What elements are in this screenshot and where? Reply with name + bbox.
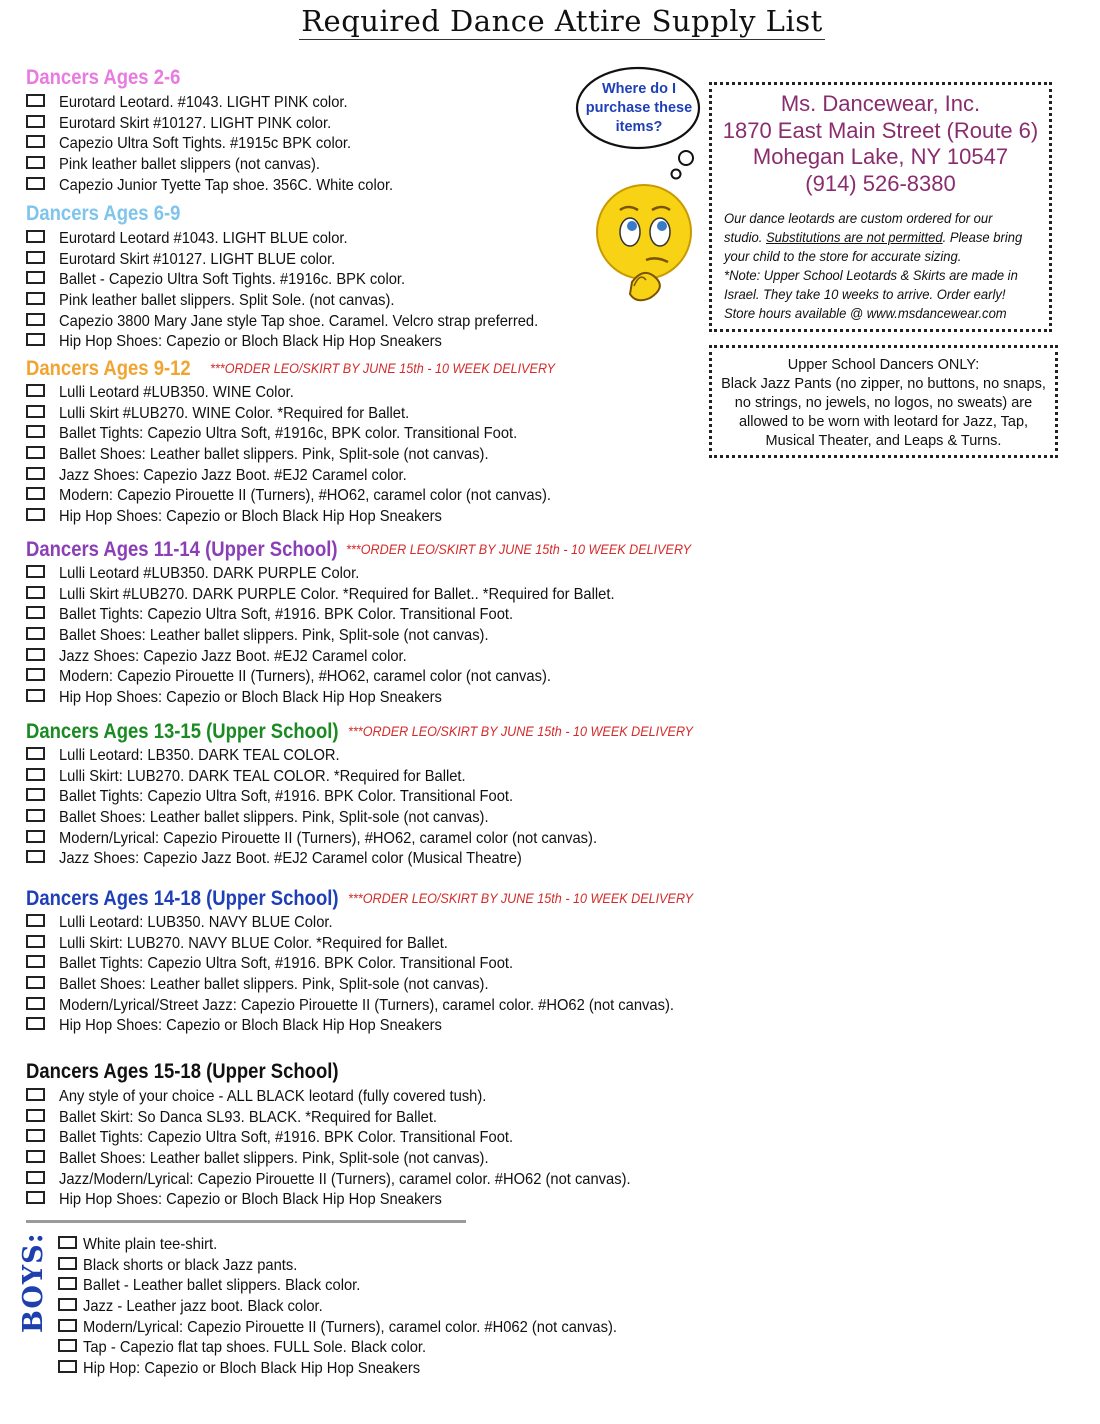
item-text: Pink leather ballet slippers (not canvas). bbox=[59, 156, 321, 174]
checkbox[interactable] bbox=[26, 689, 45, 702]
boys-label: BOYS: bbox=[18, 1232, 49, 1333]
checkbox[interactable] bbox=[26, 565, 45, 578]
substitution-warning: Substitutions are not permitted bbox=[765, 229, 943, 245]
checklist-item bbox=[26, 564, 730, 585]
checkbox[interactable] bbox=[26, 115, 45, 128]
checklist-item bbox=[26, 291, 580, 312]
checklist bbox=[26, 746, 731, 870]
item-text: Lulli Leotard: LB350. DARK TEAL COLOR. bbox=[59, 747, 340, 764]
checkbox[interactable] bbox=[26, 768, 45, 781]
item-text: Modern: Capezio Pirouette II (Turners), #HO62, caramel color (not canvas). bbox=[59, 668, 551, 686]
order-deadline-note: ***ORDER LEO/SKIRT BY JUNE 15th - 10 WEEK DELIVERY bbox=[346, 541, 692, 557]
checklist-item bbox=[26, 155, 422, 176]
checkbox[interactable] bbox=[26, 747, 45, 760]
item-text: Eurotard Leotard. #1043. LIGHT PINK color. bbox=[59, 94, 348, 111]
checklist-item bbox=[26, 626, 730, 647]
section-title: Dancers Ages 6-9 bbox=[26, 202, 181, 225]
item-text: Jazz - Leather jazz boot. Black color. bbox=[83, 1298, 323, 1316]
item-text: Black shorts or black Jazz pants. bbox=[83, 1256, 298, 1274]
section-ages-6-9 bbox=[26, 199, 580, 353]
checklist-item bbox=[26, 767, 731, 788]
checklist-item bbox=[26, 934, 731, 955]
item-text: Ballet Shoes: Leather ballet slippers. Pink, Split-sole (not canvas). bbox=[59, 809, 489, 827]
checklist bbox=[26, 229, 580, 353]
checklist bbox=[26, 913, 731, 1037]
checkbox[interactable] bbox=[26, 156, 45, 169]
checklist bbox=[26, 1087, 680, 1211]
checkbox[interactable] bbox=[26, 251, 45, 264]
checkbox[interactable] bbox=[26, 1191, 45, 1204]
checkbox[interactable] bbox=[26, 333, 45, 346]
item-text: Hip Hop: Capezio or Bloch Black Hip Hop Sneakers bbox=[83, 1360, 421, 1378]
checklist-item bbox=[26, 913, 731, 934]
checkbox[interactable] bbox=[26, 177, 45, 190]
order-deadline-note: ***ORDER LEO/SKIRT BY JUNE 15th - 10 WEEK DELIVERY bbox=[347, 723, 693, 739]
checklist-item bbox=[26, 445, 594, 466]
checklist-item bbox=[26, 787, 731, 808]
section-title: Dancers Ages 15-18 (Upper School) bbox=[26, 1060, 339, 1083]
checklist-item bbox=[26, 808, 731, 829]
checkbox[interactable] bbox=[26, 467, 45, 480]
checklist-item bbox=[26, 746, 731, 767]
checklist-item bbox=[26, 383, 594, 404]
checklist-item bbox=[58, 1256, 663, 1277]
checklist-item bbox=[26, 312, 580, 333]
item-text: Lulli Skirt: LUB270. DARK TEAL COLOR. *Required for Ballet. bbox=[59, 767, 466, 785]
checklist-item bbox=[26, 1087, 680, 1108]
checklist-item bbox=[26, 270, 580, 291]
item-text: Lulli Skirt #LUB270. DARK PURPLE Color. *Required for Ballet.. *Required for Ballet. bbox=[59, 585, 615, 603]
store-name: Ms. Dancewear, Inc. bbox=[780, 91, 981, 116]
checklist-item bbox=[26, 1128, 680, 1149]
checklist-item bbox=[58, 1297, 663, 1318]
item-text: Jazz Shoes: Capezio Jazz Boot. #EJ2 Caramel color. bbox=[59, 466, 407, 484]
item-text: Jazz/Modern/Lyrical: Capezio Pirouette II (Turners), caramel color. #HO62 (not canvas). bbox=[59, 1170, 631, 1188]
checklist-item bbox=[58, 1359, 663, 1380]
checklist-item bbox=[26, 1190, 680, 1211]
checklist-item bbox=[26, 1149, 680, 1170]
purchase-question-graphic bbox=[572, 60, 710, 330]
section-title: Dancers Ages 13-15 (Upper School) bbox=[26, 720, 339, 743]
checkbox[interactable] bbox=[58, 1257, 77, 1270]
checkbox[interactable] bbox=[26, 627, 45, 640]
item-text: Ballet Shoes: Leather ballet slippers. Pink, Split-sole (not canvas). bbox=[59, 627, 489, 645]
store-note: Our dance leotards are custom ordered for our studio. Substitutions are not permitted. Please bring your child to the store for accurate sizing. *Note: Upper School Leotards & Skirts are made in Israel. They take 10 weeks to arrive. Order early! Store hours available @ www.msdancewear.com bbox=[724, 209, 1049, 323]
checklist-item bbox=[26, 605, 730, 626]
store-info-box bbox=[709, 82, 1052, 332]
item-text: Hip Hop Shoes: Capezio or Bloch Black Hip Hop Sneakers bbox=[59, 689, 442, 707]
checkbox[interactable] bbox=[26, 997, 45, 1010]
checkbox[interactable] bbox=[26, 1150, 45, 1163]
checklist-item bbox=[26, 507, 594, 528]
item-text: Hip Hop Shoes: Capezio or Bloch Black Hip Hop Sneakers bbox=[59, 1191, 442, 1209]
item-text: Eurotard Leotard #1043. LIGHT BLUE color. bbox=[59, 230, 348, 247]
item-text: Ballet - Capezio Ultra Soft Tights. #1916c. BPK color. bbox=[59, 271, 406, 289]
store-address: 1870 East Main Street (Route 6) bbox=[722, 117, 1039, 143]
checklist-item bbox=[26, 1108, 680, 1129]
item-text: Hip Hop Shoes: Capezio or Bloch Black Hip Hop Sneakers bbox=[59, 508, 442, 526]
checkbox[interactable] bbox=[26, 788, 45, 801]
upper-school-note-box: Upper School Dancers ONLY: Black Jazz Pants (no zipper, no buttons, no snaps, no strings, no jewels, no logos, no sweats) are allowed to be worn with leotard for Jazz, Tap, Musical Theater, and Leaps & Turns. bbox=[709, 345, 1058, 458]
checkbox[interactable] bbox=[26, 425, 45, 438]
checklist-item bbox=[26, 486, 594, 507]
item-text: Modern/Lyrical/Street Jazz: Capezio Pirouette II (Turners), caramel color. #HO62 (not canvas). bbox=[59, 996, 674, 1014]
item-text: Any style of your choice - ALL BLACK leotard (fully covered tush). bbox=[59, 1088, 487, 1105]
section-ages-11-14 bbox=[26, 534, 730, 709]
checkbox[interactable] bbox=[26, 508, 45, 521]
checkbox[interactable] bbox=[26, 830, 45, 843]
checklist-item bbox=[58, 1276, 663, 1297]
item-text: Modern/Lyrical: Capezio Pirouette II (Turners), caramel color. #H062 (not canvas). bbox=[83, 1318, 617, 1336]
section-ages-9-12 bbox=[26, 353, 594, 528]
item-text: Ballet Tights: Capezio Ultra Soft, #1916. BPK Color. Transitional Foot. bbox=[59, 606, 514, 624]
item-text: Tap - Capezio flat tap shoes. FULL Sole. Black color. bbox=[83, 1339, 427, 1357]
item-text: Lulli Leotard #LUB350. DARK PURPLE Color. bbox=[59, 565, 360, 582]
checkbox[interactable] bbox=[58, 1319, 77, 1332]
checkbox[interactable] bbox=[58, 1236, 77, 1249]
checkbox[interactable] bbox=[26, 606, 45, 619]
item-text: Capezio 3800 Mary Jane style Tap shoe. Caramel. Velcro strap preferred. bbox=[59, 312, 539, 330]
checklist-item bbox=[26, 1016, 731, 1037]
boys-checklist bbox=[58, 1235, 663, 1380]
checklist-item bbox=[26, 647, 730, 668]
item-text: Lulli Leotard #LUB350. WINE Color. bbox=[59, 384, 294, 401]
checkbox[interactable] bbox=[26, 1129, 45, 1142]
section-ages-15-18 bbox=[26, 1057, 680, 1211]
checkbox[interactable] bbox=[26, 668, 45, 681]
checkbox[interactable] bbox=[26, 487, 45, 500]
checkbox[interactable] bbox=[58, 1277, 77, 1290]
checklist-item bbox=[58, 1235, 663, 1256]
checkbox[interactable] bbox=[26, 94, 45, 107]
item-text: Jazz Shoes: Capezio Jazz Boot. #EJ2 Caramel color. bbox=[59, 647, 407, 665]
checkbox[interactable] bbox=[26, 1017, 45, 1030]
section-ages-2-6 bbox=[26, 63, 422, 196]
checkbox[interactable] bbox=[26, 292, 45, 305]
checkbox[interactable] bbox=[26, 135, 45, 148]
item-text: Jazz Shoes: Capezio Jazz Boot. #EJ2 Caramel color (Musical Theatre) bbox=[59, 850, 522, 868]
checkbox[interactable] bbox=[26, 230, 45, 243]
checkbox[interactable] bbox=[26, 648, 45, 661]
item-text: Capezio Ultra Soft Tights. #1915c BPK color. bbox=[59, 135, 352, 153]
checkbox[interactable] bbox=[26, 850, 45, 863]
divider bbox=[26, 1220, 466, 1223]
item-text: Ballet Shoes: Leather ballet slippers. Pink, Split-sole (not canvas). bbox=[59, 1150, 489, 1168]
bubble-line: Where do I bbox=[601, 81, 677, 97]
checklist-item bbox=[26, 229, 580, 250]
checklist-item bbox=[26, 1170, 680, 1191]
checkbox[interactable] bbox=[26, 1109, 45, 1122]
checklist-item bbox=[26, 250, 580, 271]
item-text: Ballet Tights: Capezio Ultra Soft, #1916. BPK Color. Transitional Foot. bbox=[59, 788, 514, 806]
checklist-item bbox=[26, 176, 422, 197]
order-deadline-note: ***ORDER LEO/SKIRT BY JUNE 15th - 10 WEEK DELIVERY bbox=[209, 360, 555, 376]
checkbox[interactable] bbox=[26, 1088, 45, 1101]
item-text: Modern/Lyrical: Capezio Pirouette II (Turners), #HO62, caramel color (not canvas). bbox=[59, 829, 598, 847]
checklist-item bbox=[26, 93, 422, 114]
checklist-item bbox=[26, 954, 731, 975]
checklist-item bbox=[26, 996, 731, 1017]
bubble-line: items? bbox=[615, 119, 663, 135]
item-text: Ballet Tights: Capezio Ultra Soft, #1916. BPK Color. Transitional Foot. bbox=[59, 955, 514, 973]
checkbox[interactable] bbox=[58, 1298, 77, 1311]
item-text: Modern: Capezio Pirouette II (Turners), #HO62, caramel color (not canvas). bbox=[59, 487, 551, 505]
item-text: Ballet Shoes: Leather ballet slippers. Pink, Split-sole (not canvas). bbox=[59, 446, 489, 464]
checkbox[interactable] bbox=[26, 955, 45, 968]
checkbox[interactable] bbox=[58, 1339, 77, 1352]
checkbox[interactable] bbox=[26, 809, 45, 822]
checkbox[interactable] bbox=[26, 1171, 45, 1184]
checklist-item bbox=[26, 829, 731, 850]
item-text: Lulli Skirt: LUB270. NAVY BLUE Color. *Required for Ballet. bbox=[59, 934, 448, 952]
item-text: Hip Hop Shoes: Capezio or Bloch Black Hip Hop Sneakers bbox=[59, 333, 442, 351]
checklist-item bbox=[26, 585, 730, 606]
item-text: Ballet Tights: Capezio Ultra Soft, #1916. BPK Color. Transitional Foot. bbox=[59, 1129, 514, 1147]
store-city: Mohegan Lake, NY 10547 bbox=[752, 144, 1009, 169]
item-text: Ballet Tights: Capezio Ultra Soft, #1916c, BPK color. Transitional Foot. bbox=[59, 425, 518, 443]
checklist bbox=[26, 564, 730, 709]
page-title: Required Dance Attire Supply List bbox=[301, 4, 823, 38]
item-text: Ballet Skirt: So Danca SL93. BLACK. *Required for Ballet. bbox=[59, 1108, 438, 1126]
checklist-item bbox=[58, 1338, 663, 1359]
checkbox[interactable] bbox=[26, 271, 45, 284]
bubble-line: purchase these bbox=[585, 100, 693, 116]
checklist-item bbox=[26, 849, 731, 870]
checklist bbox=[26, 383, 594, 528]
section-ages-13-15 bbox=[26, 716, 731, 870]
order-deadline-note: ***ORDER LEO/SKIRT BY JUNE 15th - 10 WEEK DELIVERY bbox=[347, 890, 693, 906]
item-text: Eurotard Skirt #10127. LIGHT PINK color. bbox=[59, 114, 332, 132]
checklist-item bbox=[26, 134, 422, 155]
checklist-item bbox=[26, 975, 731, 996]
checkbox[interactable] bbox=[26, 313, 45, 326]
checklist-item bbox=[26, 114, 422, 135]
checkbox[interactable] bbox=[58, 1360, 77, 1373]
checklist bbox=[26, 93, 422, 196]
checklist-item bbox=[58, 1318, 663, 1339]
checklist-item bbox=[26, 424, 594, 445]
section-title: Dancers Ages 2-6 bbox=[26, 66, 181, 89]
item-text: Lulli Leotard: LUB350. NAVY BLUE Color. bbox=[59, 914, 333, 931]
checkbox[interactable] bbox=[26, 384, 45, 397]
section-title: Dancers Ages 9-12 bbox=[26, 357, 191, 380]
item-text: Pink leather ballet slippers. Split Sole. (not canvas). bbox=[59, 292, 395, 310]
item-text: Capezio Junior Tyette Tap shoe. 356C. White color. bbox=[59, 176, 394, 194]
section-title: Dancers Ages 11-14 (Upper School) bbox=[26, 538, 338, 561]
section-ages-14-18 bbox=[26, 883, 731, 1037]
store-website-text: Store hours available @ www.msdancewear.com bbox=[724, 305, 1007, 321]
checkbox[interactable] bbox=[26, 586, 45, 599]
checklist-item bbox=[26, 332, 580, 353]
checklist-item bbox=[26, 466, 594, 487]
checkbox[interactable] bbox=[26, 935, 45, 948]
checklist-item bbox=[26, 688, 730, 709]
item-text: White plain tee-shirt. bbox=[83, 1236, 218, 1253]
checklist-item bbox=[26, 667, 730, 688]
checkbox[interactable] bbox=[26, 976, 45, 989]
store-phone: (914) 526-8380 bbox=[805, 170, 956, 196]
item-text: Ballet Shoes: Leather ballet slippers. Pink, Split-sole (not canvas). bbox=[59, 976, 489, 994]
item-text: Eurotard Skirt #10127. LIGHT BLUE color. bbox=[59, 250, 336, 268]
item-text: Ballet - Leather ballet slippers. Black color. bbox=[83, 1277, 361, 1295]
item-text: Hip Hop Shoes: Capezio or Bloch Black Hip Hop Sneakers bbox=[59, 1017, 442, 1035]
item-text: Lulli Skirt #LUB270. WINE Color. *Required for Ballet. bbox=[59, 404, 410, 422]
checklist-item bbox=[26, 404, 594, 425]
checkbox[interactable] bbox=[26, 914, 45, 927]
checkbox[interactable] bbox=[26, 405, 45, 418]
checkbox[interactable] bbox=[26, 446, 45, 459]
section-title: Dancers Ages 14-18 (Upper School) bbox=[26, 887, 339, 910]
